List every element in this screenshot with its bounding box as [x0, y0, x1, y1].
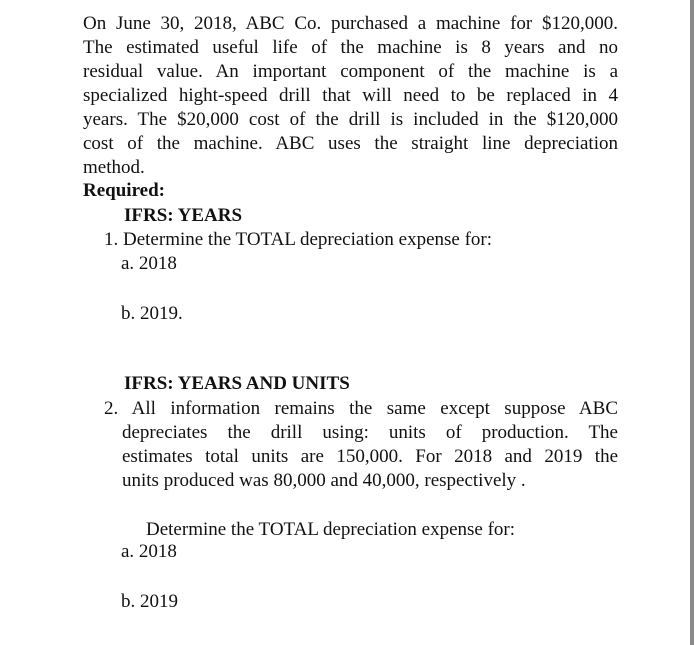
- intro-line: specialized hight-speed drill that will need to be replaced in 4: [83, 85, 618, 106]
- part1-item-a: a. 2018: [121, 253, 177, 274]
- part2-item-a: a. 2018: [121, 541, 177, 562]
- part2-line: estimates total units are 150,000. For 2018 and 2019 the: [122, 446, 618, 467]
- intro-line: years. The $20,000 cost of the drill is included in the $120,000: [83, 109, 618, 130]
- part2-line: depreciates the drill using: units of production. The: [122, 422, 618, 443]
- part2-line: 2. All information remains the same except suppose ABC: [104, 398, 618, 419]
- part1-item-b: b. 2019.: [121, 303, 183, 324]
- intro-line: On June 30, 2018, ABC Co. purchased a machine for $120,000.: [83, 13, 618, 34]
- part2-item-b: b. 2019: [121, 591, 178, 612]
- intro-line: residual value. An important component of the machine is a: [83, 61, 618, 82]
- intro-line: cost of the machine. ABC uses the straight line depreciation: [83, 133, 618, 154]
- part1-question: 1. Determine the TOTAL depreciation expense for:: [104, 229, 493, 250]
- intro-line: method.: [83, 157, 145, 178]
- part2-line: units produced was 80,000 and 40,000, respectively .: [122, 470, 526, 491]
- page-edge-divider: [690, 0, 694, 645]
- part1-heading: IFRS: YEARS: [124, 205, 243, 226]
- required-heading: Required:: [83, 180, 165, 201]
- part2-heading: IFRS: YEARS AND UNITS: [124, 373, 350, 394]
- part2-question: Determine the TOTAL depreciation expense for:: [146, 519, 516, 540]
- intro-line: The estimated useful life of the machine is 8 years and no: [83, 37, 618, 58]
